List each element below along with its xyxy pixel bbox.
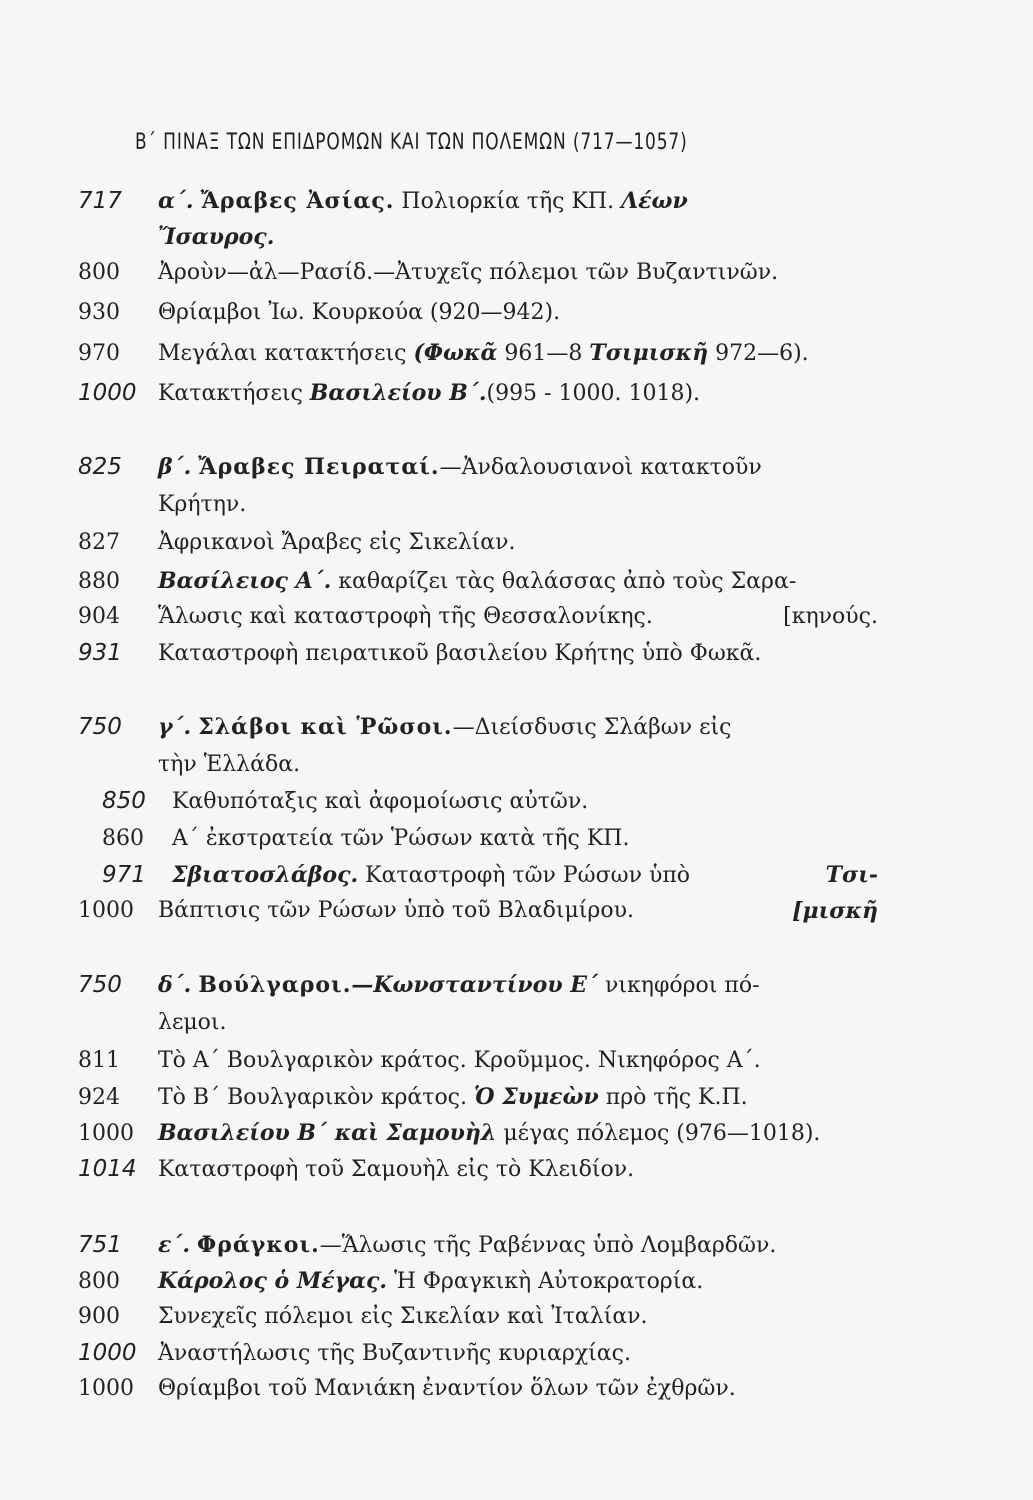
table-row: [78, 566, 878, 597]
section-title: Βούλγαροι.: [198, 972, 352, 998]
year: 717: [78, 188, 122, 214]
section-title: Ἄραβες Ἀσίας.: [200, 188, 395, 214]
year: 1000: [78, 1340, 137, 1366]
entry-text: Καταστροφὴ τοῦ Σαμουὴλ εἰς τὸ Κλειδίον.: [158, 1157, 635, 1182]
table-row: [78, 1266, 878, 1297]
entry-text: μέγας πόλεμος (976—1018).: [503, 1121, 821, 1146]
section-number: δ΄.: [158, 972, 192, 998]
entry-text: Ἅλωσις καὶ καταστροφὴ τῆς Θεσσαλονίκης.: [158, 604, 653, 629]
year: 904: [78, 604, 120, 629]
section-number: β΄.: [158, 454, 192, 480]
section-text: —Ἀνδαλουσιανοὶ κατακτοῦν: [439, 455, 762, 480]
year: 1014: [78, 1156, 137, 1182]
entry-text: πρὸ τῆς Κ.Π.: [605, 1085, 748, 1110]
year: 1000: [78, 1376, 134, 1401]
year: 751: [78, 1232, 122, 1258]
year: 750: [78, 972, 122, 998]
entry-text: καθαρίζει τὰς θαλάσσας ἀπὸ τοὺς Σαρα-: [338, 569, 797, 594]
table-row: [102, 824, 902, 854]
entry-text: (995 - 1000. 1018).: [486, 381, 701, 406]
entry-text: Θρίαμβοι τοῦ Μανιάκη ἐναντίον ὅλων τῶν ἐχθρῶν.: [158, 1376, 736, 1401]
entry-text: Ἀναστήλωσις τῆς Βυζαντινῆς κυριαρχίας.: [158, 1341, 631, 1366]
entry-text: Κατακτήσεις: [158, 381, 303, 406]
table-row: [78, 1154, 878, 1185]
entry-emphasis: Σβιατοσλάβος.: [172, 862, 359, 888]
entry-emphasis: Τσιμισκῆ: [589, 340, 709, 366]
table-row: [78, 338, 878, 369]
year: 800: [78, 1269, 120, 1294]
entry-emphasis: Ὁ Συμεὼν: [474, 1084, 599, 1110]
entry-text: Καταστροφὴ πειρατικοῦ βασιλείου Κρήτης ὑπὸ Φωκᾶ.: [158, 641, 762, 666]
entry-text: Α΄ ἐκστρατεία τῶν Ῥώσων κατὰ τῆς ΚΠ.: [172, 826, 630, 851]
page-title: Β΄ ΠΙΝΑΞ ΤΩΝ ΕΠΙΔΡΟΜΩΝ ΚΑΙ ΤΩΝ ΠΟΛΕΜΩΝ (717—1057): [135, 130, 688, 155]
year: 811: [78, 1048, 120, 1073]
year: 825: [78, 454, 122, 480]
section-title: Φράγκοι.: [197, 1232, 320, 1258]
section-a-heading: [78, 186, 878, 217]
year: 930: [78, 300, 120, 325]
table-row: [78, 602, 878, 632]
section-b-cont: [78, 490, 958, 520]
section-b-heading: [78, 452, 878, 483]
section-a-cont: [78, 222, 958, 253]
table-row: [78, 528, 878, 558]
entry-emphasis: Βασίλειος Α΄.: [158, 568, 332, 594]
entry-text: Συνεχεῖς πόλεμοι εἰς Σικελίαν καὶ Ἰταλίαν.: [158, 1304, 648, 1329]
entry-continuation: [μισκῆ: [792, 898, 878, 924]
section-c-heading: [78, 712, 878, 743]
year: 1000: [78, 898, 134, 923]
entry-text: Βάπτισις τῶν Ρώσων ὑπὸ τοῦ Βλαδιμίρου.: [158, 898, 634, 923]
table-row: [78, 1338, 878, 1369]
year: 860: [102, 826, 144, 851]
section-name: Λέων: [621, 188, 688, 214]
section-e-heading: [78, 1230, 878, 1261]
entry-text: 961—8: [504, 341, 583, 366]
section-text: Πολιορκία τῆς ΚΠ.: [401, 189, 615, 214]
year: 827: [78, 530, 120, 555]
entry-text: Ἀφρικανοὶ Ἄραβες εἰς Σικελίαν.: [158, 530, 516, 555]
table-row: [78, 896, 878, 926]
entry-text: Μεγάλαι κατακτήσεις: [158, 341, 407, 366]
year: 970: [78, 341, 120, 366]
entry-text: Τὸ Α΄ Βουλγαρικὸν κράτος. Κροῦμμος. Νικηφόρος Α΄.: [158, 1048, 761, 1073]
section-d-cont: [78, 1008, 958, 1038]
section-d-heading: [78, 970, 878, 1001]
entry-text: Θρίαμβοι Ἰω. Κουρκούα (920—942).: [158, 300, 561, 325]
entry-text: 972—6).: [715, 341, 809, 366]
table-row: [78, 298, 878, 328]
year: 880: [78, 569, 120, 594]
entry-emphasis: Βασιλείου Β΄ καὶ Σαμουὴλ: [158, 1120, 497, 1146]
continuation-text: λεμοι.: [158, 1010, 227, 1035]
year: 971: [102, 862, 146, 888]
section-text: —Ἅλωσις τῆς Ραβέννας ὑπὸ Λομβαρδῶν.: [319, 1233, 777, 1258]
entry-text: Ἡ Φραγκικὴ Αὐτοκρατορία.: [394, 1269, 704, 1294]
entry-text: Καταστροφὴ τῶν Ρώσων ὑπὸ: [365, 863, 691, 888]
section-emphasis: —Κωνσταντίνου Ε΄: [351, 972, 599, 998]
entry-text: Καθυπόταξις καὶ ἀφομοίωσις αὐτῶν.: [172, 789, 589, 814]
entry-text: Τὸ Β΄ Βουλγαρικὸν κράτος.: [158, 1085, 467, 1110]
year: 800: [78, 260, 120, 285]
continuation-text: τὴν Ἑλλάδα.: [158, 752, 301, 777]
section-title: Ἄραβες Πειραταί.: [198, 454, 440, 480]
section-text: νικηφόροι πό-: [605, 973, 760, 998]
table-row: [102, 786, 902, 817]
entry-continuation: [κηνούς.: [783, 604, 878, 629]
year: 924: [78, 1085, 120, 1110]
entry-emphasis: Κάρολος ὁ Μέγας.: [158, 1268, 388, 1294]
table-row: [78, 1302, 878, 1332]
year: 1000: [78, 380, 137, 406]
entry-emphasis: (Φωκᾶ: [413, 340, 498, 366]
entry-emphasis: Βασιλείου Β΄.: [309, 380, 487, 406]
section-title: Σλάβοι καὶ Ῥῶσοι.: [198, 714, 453, 740]
table-row: [102, 860, 878, 891]
continuation-text: Κρήτην.: [158, 492, 247, 517]
table-row: [78, 1118, 878, 1149]
entry-continuation: Τσι-: [825, 862, 878, 888]
year: 850: [102, 788, 146, 814]
table-row: [78, 1082, 878, 1113]
year: 900: [78, 1304, 120, 1329]
table-row: [78, 1046, 878, 1076]
year: 750: [78, 714, 122, 740]
section-number: ε΄.: [158, 1232, 191, 1258]
section-text: —Διείσδυσις Σλάβων εἰς: [452, 715, 732, 740]
entry-text: Ἀροὺν—ἀλ—Ρασίδ.—Ἀτυχεῖς πόλεμοι τῶν Βυζαντινῶν.: [158, 260, 779, 285]
table-row: [78, 378, 878, 409]
table-row: [78, 258, 878, 288]
section-c-cont: [78, 750, 958, 780]
continuation-text: Ἴσαυρος.: [158, 224, 275, 250]
year: 1000: [78, 1121, 134, 1146]
year: 931: [78, 640, 122, 666]
table-row: [78, 638, 878, 669]
table-row: [78, 1374, 878, 1404]
section-number: γ΄.: [158, 714, 192, 740]
section-number: α΄.: [158, 188, 194, 214]
